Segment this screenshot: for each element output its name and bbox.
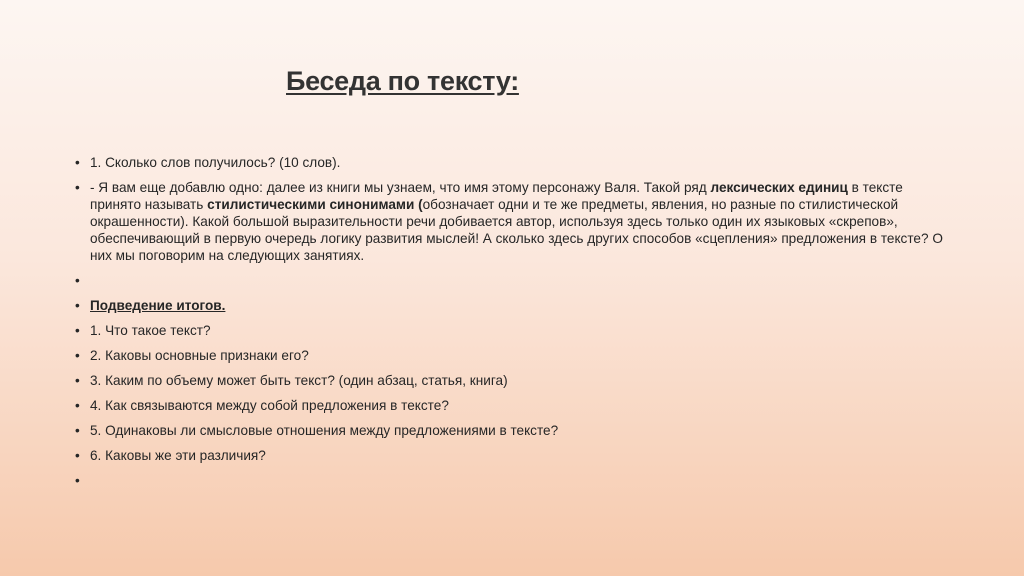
text-segment: обозначает одни и те же предметы, явления, но разные по стилистической окрашенности). Какой большой выразительности речи добивается автор, используя здесь только один их языковых «скрепов», обеспечивающий в первую очередь логику развития мыслей! А сколько здесь других способов «сцепления» предложения в тексте? О них мы поговорим на следующих занятиях.	[90, 197, 943, 263]
list-item-question: • 3. Каким по объему может быть текст? (один абзац, статья, книга)	[72, 372, 952, 389]
list-item-question: • 4. Как связываются между собой предложения в тексте?	[72, 397, 952, 414]
list-item-empty	[72, 472, 952, 489]
bullet-list	[72, 154, 952, 497]
text-segment: в тексте принято называть	[90, 180, 903, 212]
text-segment: - Я вам еще добавлю одно: далее из книги мы узнаем, что имя этому персонажу Валя. Такой ряд	[90, 180, 711, 195]
list-item-question: • 6. Каковы же эти различия?	[72, 447, 952, 464]
bold-term-stylistic-synonyms: стилистическими синонимами (	[207, 197, 423, 212]
bold-term-lexical-units: лексических единиц	[710, 180, 848, 195]
list-item-question: • 1. Что такое текст?	[72, 322, 952, 339]
list-item-question: • 2. Каковы основные признаки его?	[72, 347, 952, 364]
summary-heading: Подведение итогов.	[90, 298, 226, 313]
list-item-summary-heading	[72, 297, 952, 314]
slide-title: Беседа по тексту:	[286, 66, 519, 96]
list-item-explanation	[72, 179, 952, 264]
list-item-word-count: • 1. Сколько слов получилось? (10 слов).	[72, 154, 952, 171]
list-item-empty	[72, 272, 952, 289]
list-item-question: • 5. Одинаковы ли смысловые отношения между предложениями в тексте?	[72, 422, 952, 439]
